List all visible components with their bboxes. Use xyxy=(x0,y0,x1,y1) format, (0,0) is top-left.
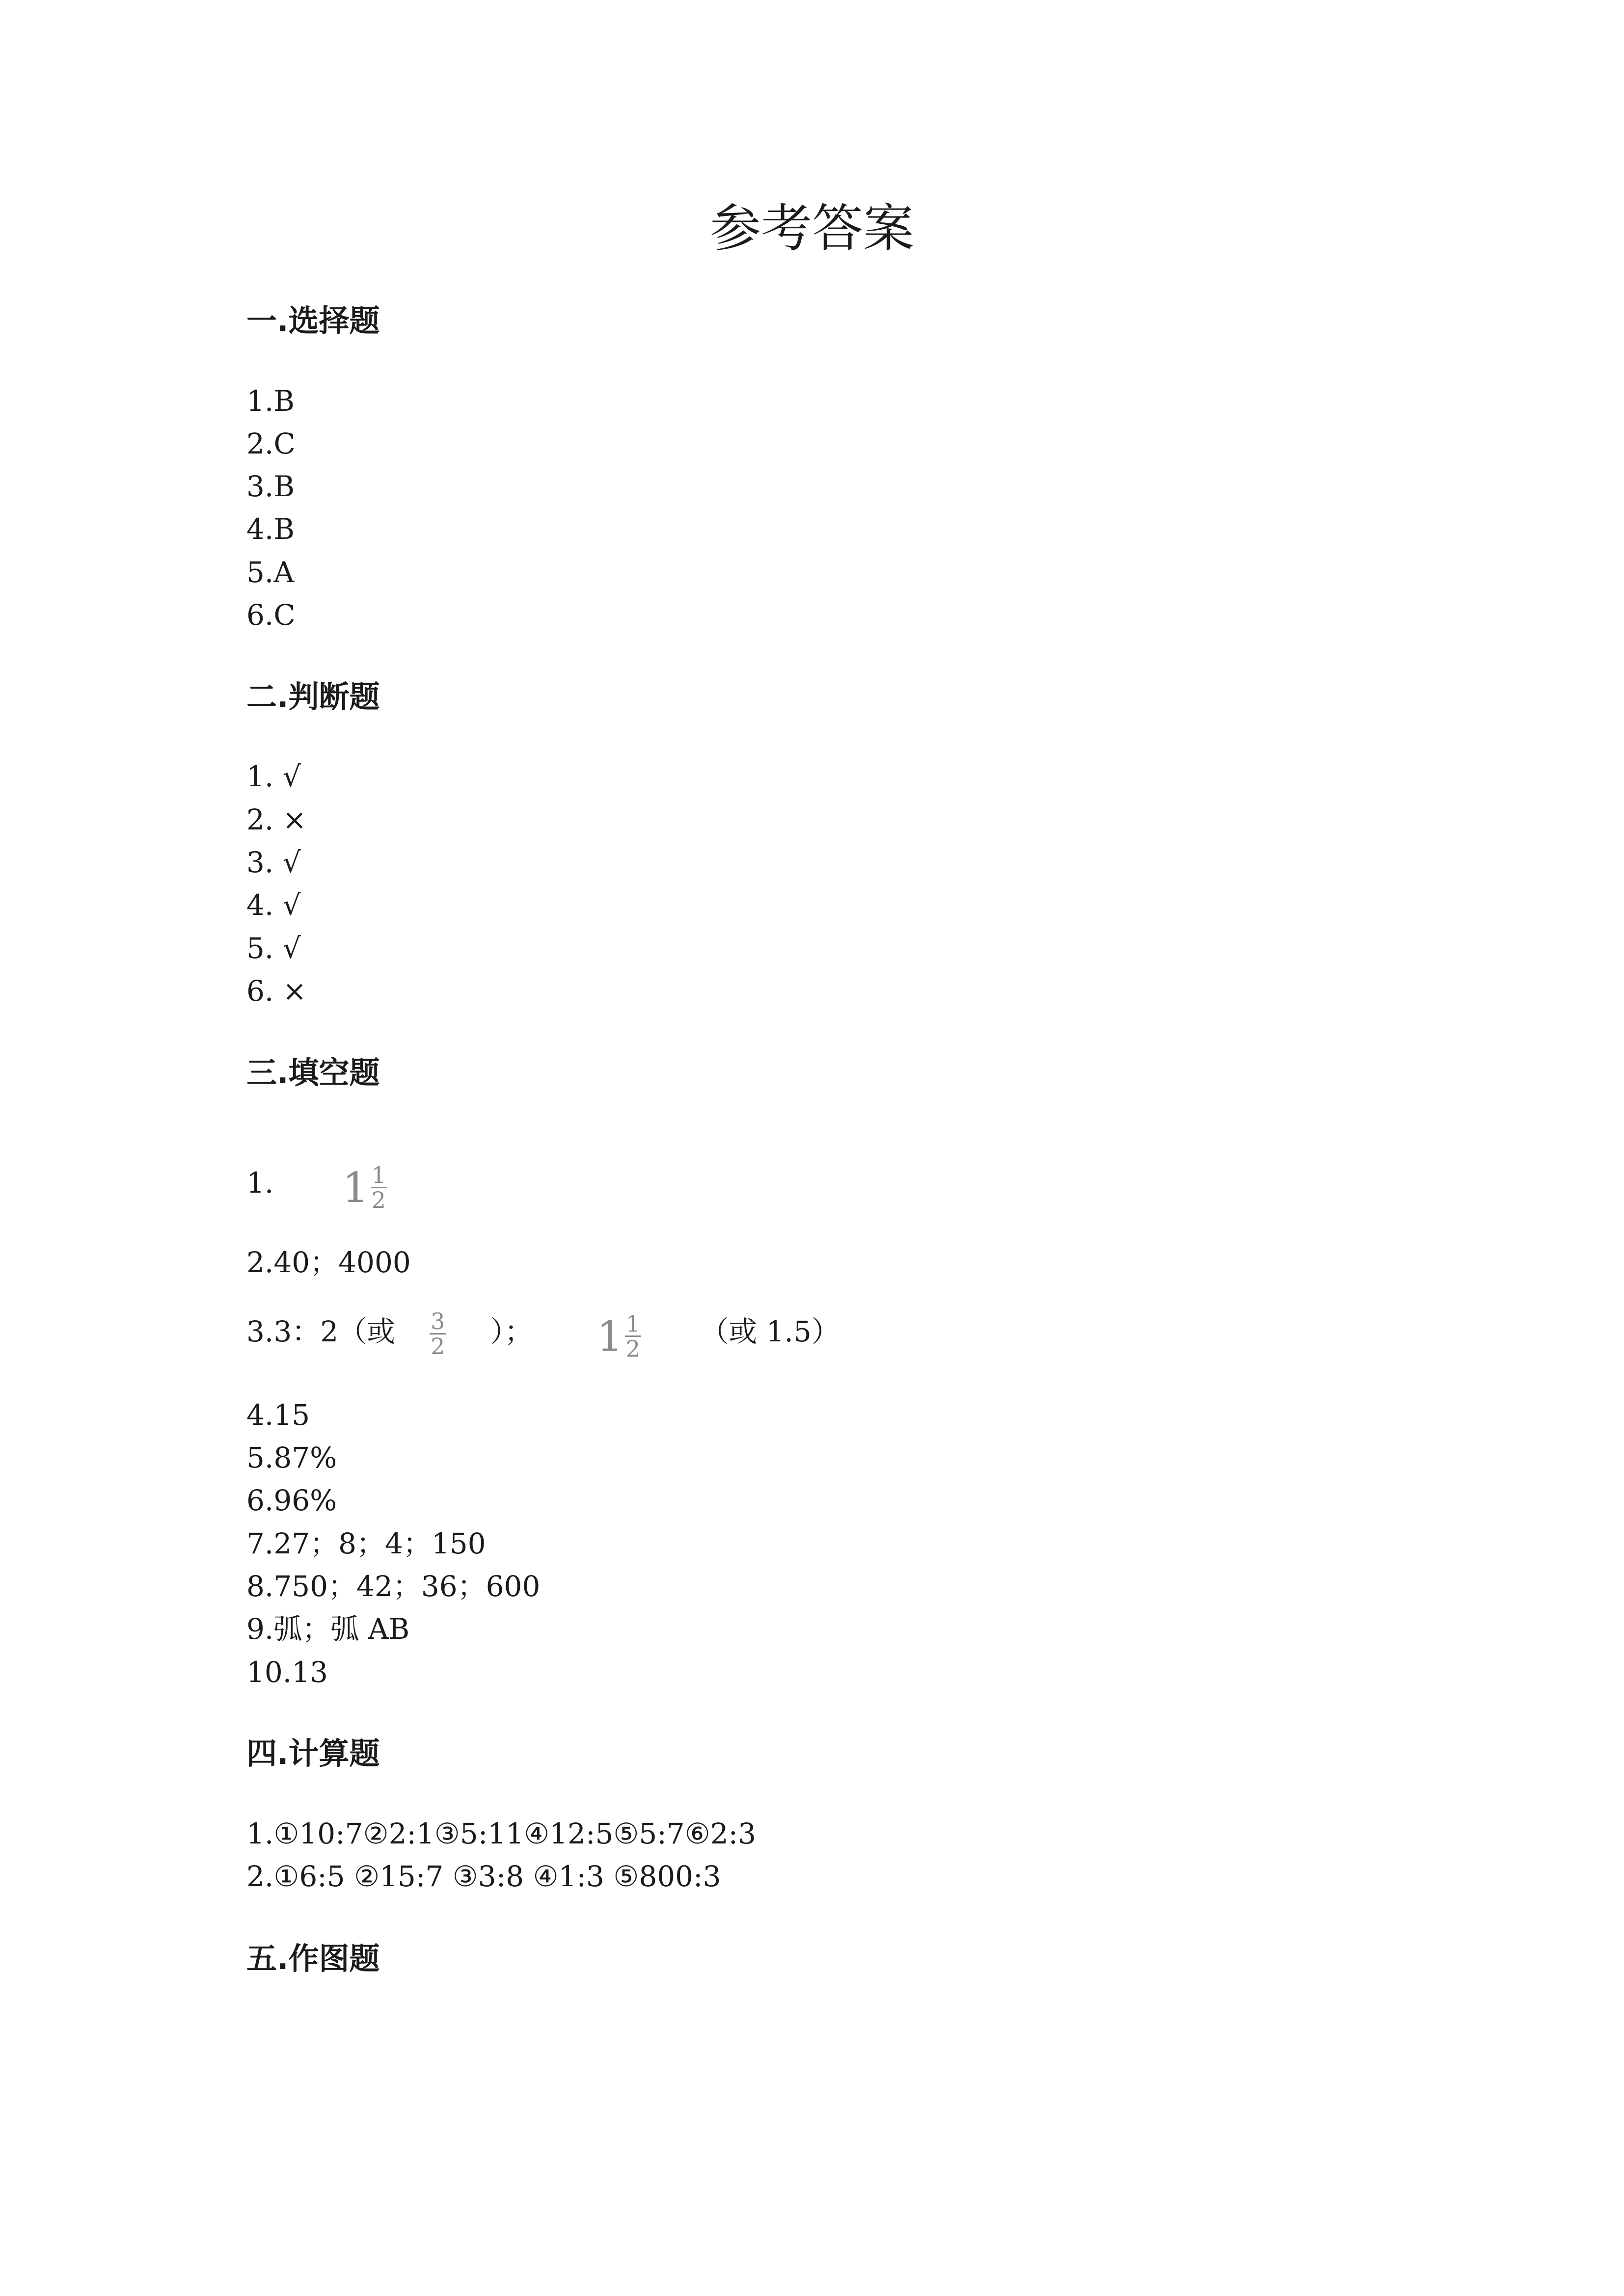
answer-text-middle: ）； xyxy=(490,1315,533,1348)
answer-line: 5. √ xyxy=(246,932,301,965)
section-heading-fill: 三.填空题 xyxy=(246,1055,380,1091)
fraction-numerator: 3 xyxy=(431,1308,445,1335)
fraction xyxy=(625,1310,641,1362)
answer-number: 1. xyxy=(246,1166,274,1200)
answer-line: 4. √ xyxy=(246,888,301,922)
answer-text-suffix: （或 1.5） xyxy=(700,1315,840,1348)
mixed-whole: 1 xyxy=(342,1163,369,1212)
fraction-denominator: 2 xyxy=(431,1333,445,1360)
section-heading-draw: 五.作图题 xyxy=(246,1941,380,1976)
answer-line: 7.27；8；4；150 xyxy=(246,1527,486,1560)
answer-line: 6.96% xyxy=(246,1484,337,1517)
answer-line: 2.①6:5 ②15:7 ③3:8 ④1:3 ⑤800:3 xyxy=(246,1860,721,1893)
section-heading-calc: 四.计算题 xyxy=(246,1735,380,1771)
section-heading-choice: 一.选择题 xyxy=(246,303,380,339)
fraction-numerator: 1 xyxy=(371,1162,386,1189)
fraction-denominator: 2 xyxy=(371,1187,386,1214)
answer-line: 2.40；4000 xyxy=(246,1246,411,1279)
answer-line: 1.B xyxy=(246,384,295,418)
answer-line: 2. × xyxy=(246,803,307,836)
mixed-whole: 1 xyxy=(596,1312,623,1361)
answer-line: 1. √ xyxy=(246,760,301,793)
answer-text-prefix: 3.3：2（或 xyxy=(246,1315,396,1348)
answer-line: 5.87% xyxy=(246,1441,337,1474)
mixed-number xyxy=(342,1153,387,1217)
answer-line: 6.C xyxy=(246,598,296,632)
answer-line: 5.A xyxy=(246,556,295,589)
answer-line: 9.弧；弧 AB xyxy=(246,1612,410,1646)
fraction-numerator: 1 xyxy=(625,1310,641,1337)
section-heading-judge: 二.判断题 xyxy=(246,679,380,715)
answer-line: 4.B xyxy=(246,512,295,546)
answer-line: 3.B xyxy=(246,470,295,503)
answer-line: 3. √ xyxy=(246,846,301,879)
answer-line: 1.①10:7②2:1③5:11④12:5⑤5:7⑥2:3 xyxy=(246,1817,757,1850)
answer-line-fill-1 xyxy=(246,1151,387,1215)
answer-line: 8.750；42；36；600 xyxy=(246,1570,541,1603)
answer-line: 6. × xyxy=(246,974,307,1008)
fraction xyxy=(371,1162,387,1214)
answer-line: 2.C xyxy=(246,427,296,460)
fraction-denominator: 2 xyxy=(625,1335,641,1362)
fraction xyxy=(430,1308,446,1360)
answer-line-fill-3 xyxy=(246,1300,840,1363)
page-title: 参考答案 xyxy=(709,198,914,258)
mixed-number xyxy=(596,1302,641,1366)
answer-line: 10.13 xyxy=(246,1655,328,1689)
answer-line: 4.15 xyxy=(246,1398,310,1432)
